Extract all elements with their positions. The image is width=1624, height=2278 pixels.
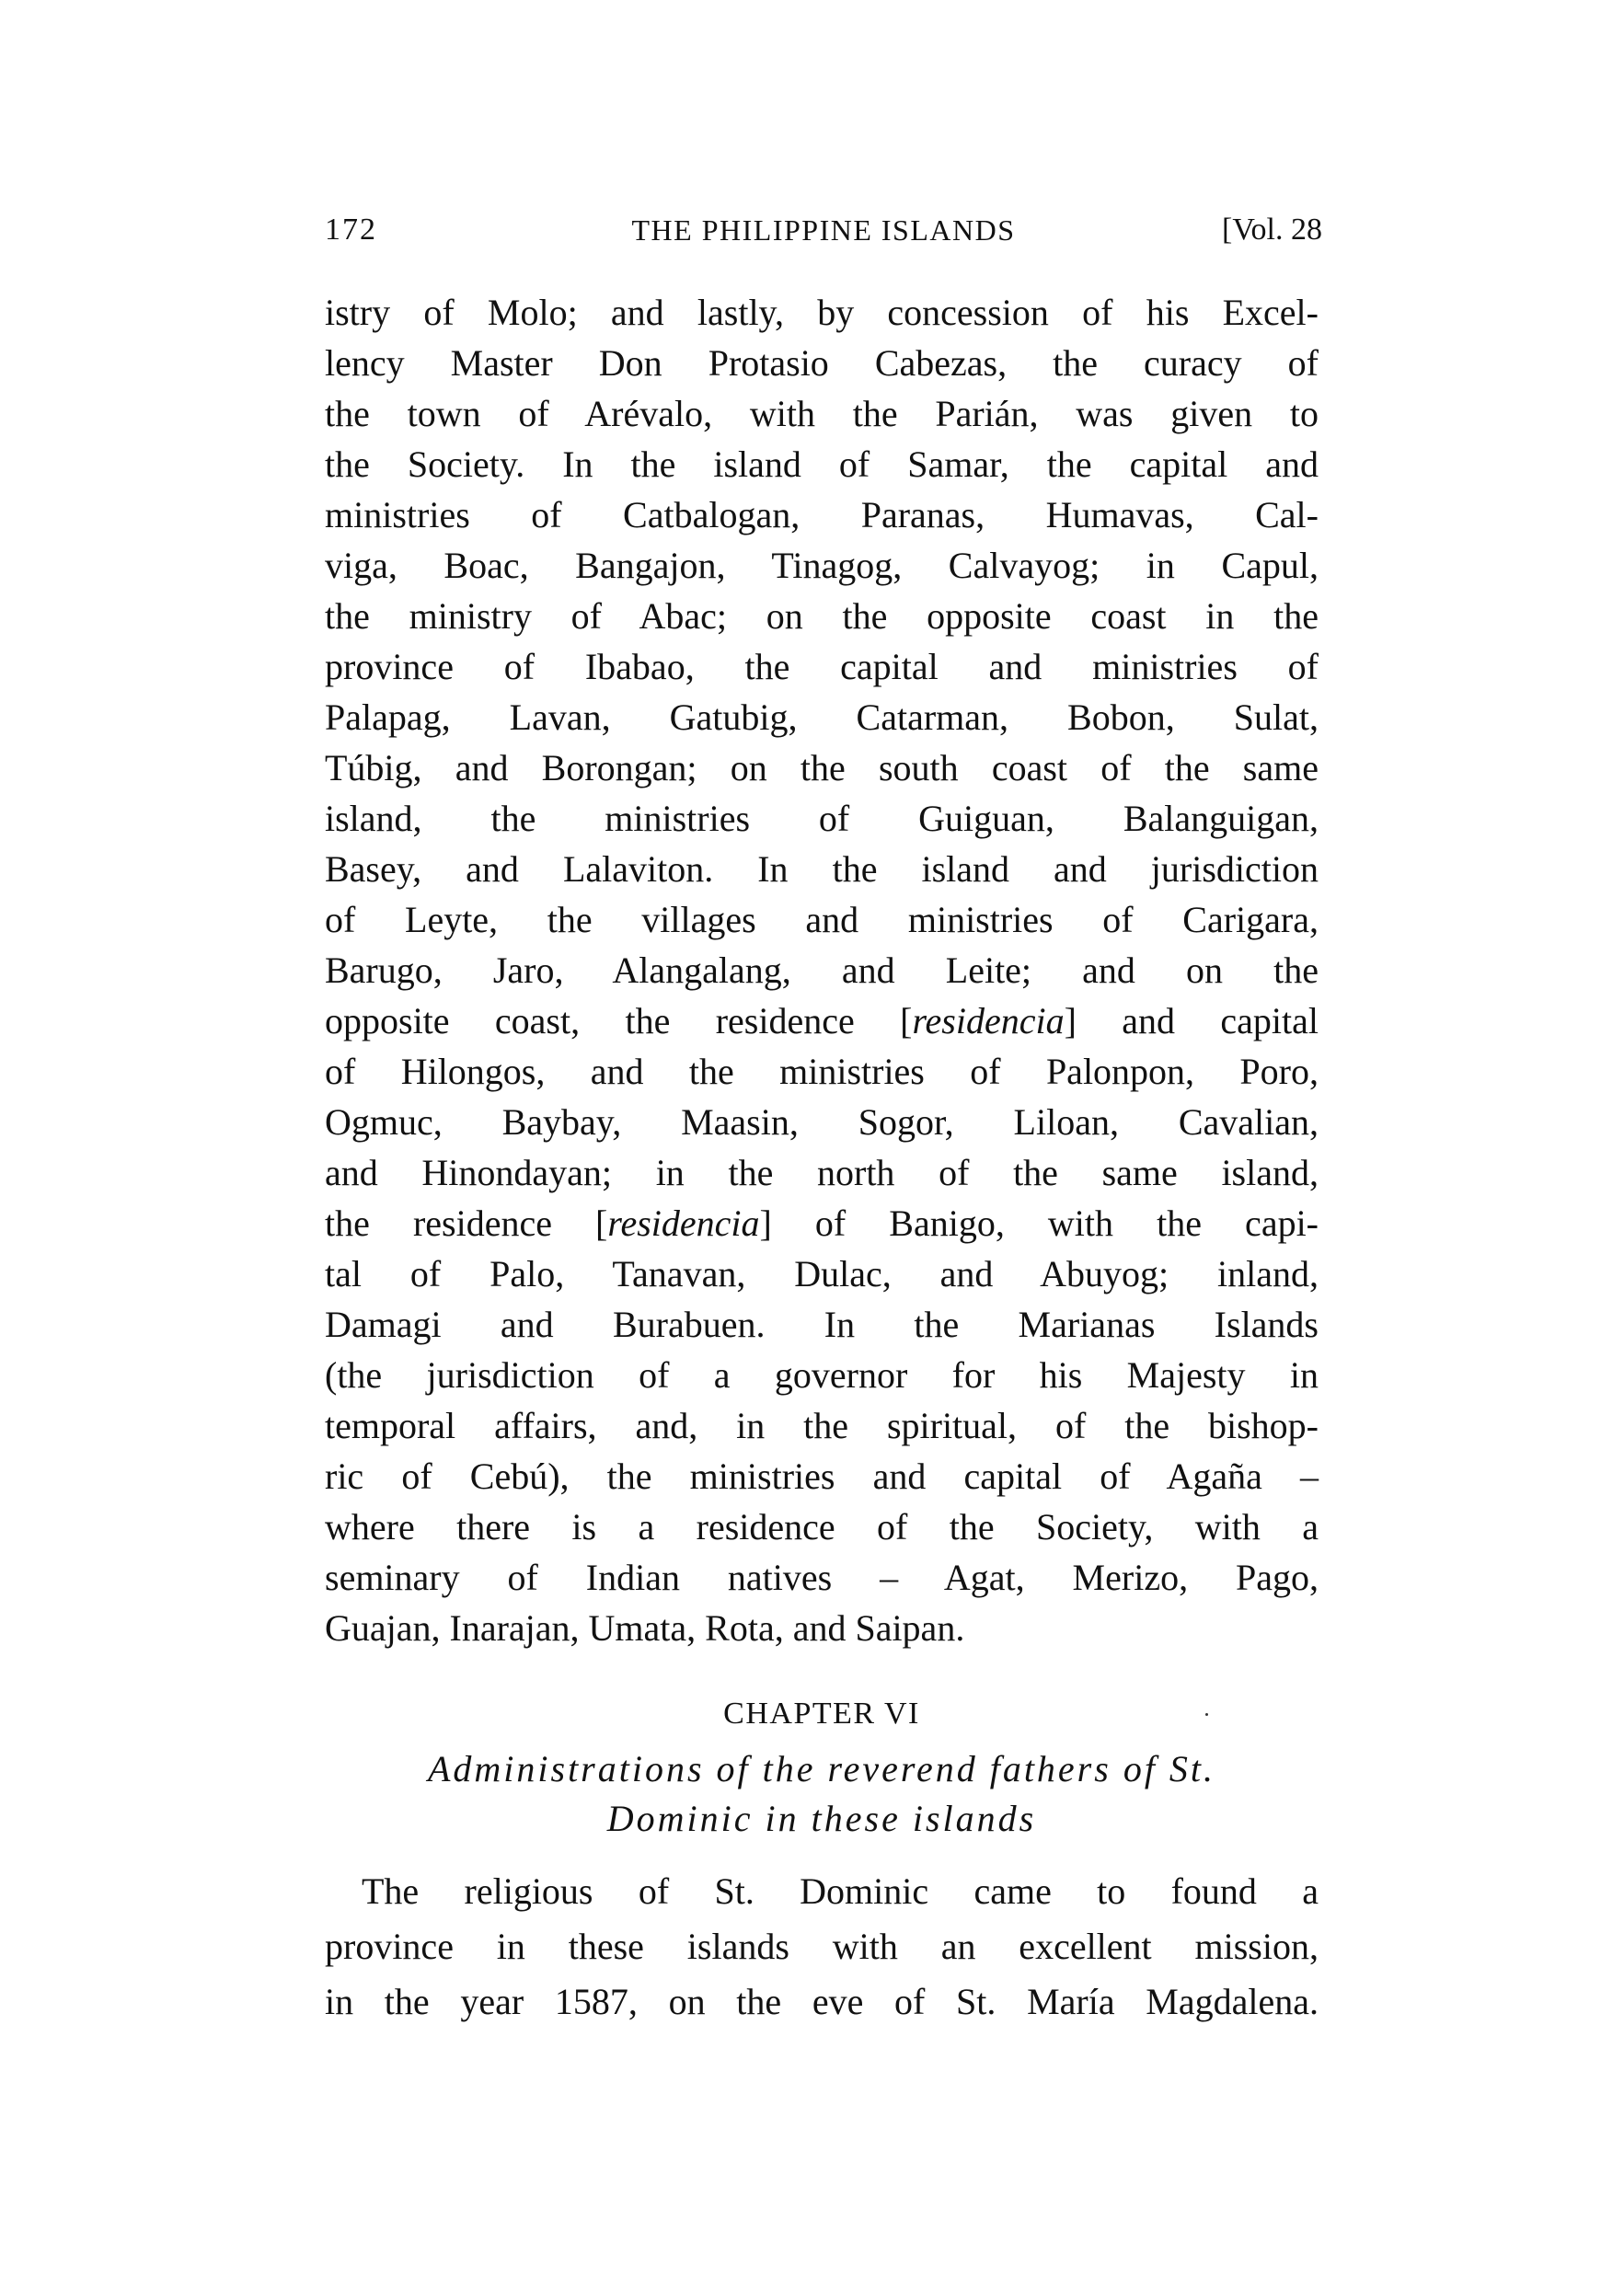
text-line: Palapag, Lavan, Gatubig, Catarman, Bobon, Sulat, (325, 696, 1319, 738)
text-line: the ministry of Abac; on the opposite coast in the (325, 595, 1319, 637)
text-line: Ogmuc, Baybay, Maasin, Sogor, Liloan, Cavalian, (325, 1101, 1319, 1143)
volume-label: [Vol. 28 (1222, 213, 1322, 247)
chapter-title (325, 1744, 1319, 1844)
text-line: of Hilongos, and the ministries of Palonpon, Poro, (325, 1051, 1319, 1092)
text-line: Barugo, Jaro, Alangalang, and Leite; and on the (325, 949, 1319, 991)
text-line: the Society. In the island of Samar, the capital and (325, 443, 1319, 485)
text-fragment: the residence [ (325, 1202, 608, 1244)
chapter-number: CHAPTER VI (723, 1697, 920, 1731)
text-line: The religious of St. Dominic came to found a (362, 1870, 1319, 1912)
body-paragraph (325, 287, 1319, 1653)
italic-term: residencia (912, 1000, 1065, 1041)
text-line: province of Ibabao, the capital and ministries of (325, 646, 1319, 687)
text-line: and Hinondayan; in the north of the same island, (325, 1152, 1319, 1193)
text-line: (the jurisdiction of a governor for his Majesty in (325, 1354, 1319, 1396)
text-line: the town of Arévalo, with the Parián, was given to (325, 393, 1319, 434)
text-line: Basey, and Lalaviton. In the island and jurisdiction (325, 848, 1319, 890)
text-line: where there is a residence of the Society, with a (325, 1506, 1319, 1547)
print-speck (1205, 1713, 1208, 1716)
text-line: island, the ministries of Guiguan, Balanguigan, (325, 798, 1319, 839)
chapter-title-line: Administrations of the reverend fathers of St. (427, 1748, 1216, 1789)
text-line: in the year 1587, on the eve of St. María Magdalena. (325, 1981, 1319, 2022)
text-fragment: opposite coast, the residence [ (325, 1000, 913, 1041)
text-line (325, 1198, 1319, 1248)
chapter-opening-paragraph (325, 1864, 1319, 2030)
text-line: ric of Cebú), the ministries and capital of Agaña – (325, 1455, 1319, 1497)
book-title: THE PHILIPPINE ISLANDS (631, 213, 1016, 247)
italic-term: residencia (607, 1202, 760, 1244)
text-line (325, 995, 1319, 1046)
text-line: viga, Boac, Bangajon, Tinagog, Calvayog; in Capul, (325, 545, 1319, 586)
text-line: of Leyte, the villages and ministries of Carigara, (325, 899, 1319, 940)
text-line: lency Master Don Protasio Cabezas, the curacy of (325, 342, 1319, 384)
text-line: Túbig, and Borongan; on the south coast of the same (325, 747, 1319, 788)
page-number: 172 (325, 213, 377, 247)
running-head (325, 208, 1322, 252)
text-line: Guajan, Inarajan, Umata, Rota, and Saipan. (325, 1607, 965, 1649)
text-line: ministries of Catbalogan, Paranas, Humavas, Cal- (325, 494, 1319, 535)
text-fragment: ] and capital (1064, 1000, 1319, 1041)
text-line: Damagi and Burabuen. In the Marianas Islands (325, 1304, 1319, 1345)
text-line: istry of Molo; and lastly, by concession of his Excel- (325, 292, 1319, 333)
text-fragment: ] of Banigo, with the capi- (759, 1202, 1319, 1244)
text-line: temporal affairs, and, in the spiritual, of the bishop- (325, 1405, 1319, 1446)
chapter-title-line: Dominic in these islands (606, 1798, 1037, 1839)
text-line: tal of Palo, Tanavan, Dulac, and Abuyog; inland, (325, 1253, 1319, 1294)
text-line: province in these islands with an excellent mission, (325, 1926, 1319, 1967)
text-line: seminary of Indian natives – Agat, Merizo, Pago, (325, 1557, 1319, 1598)
